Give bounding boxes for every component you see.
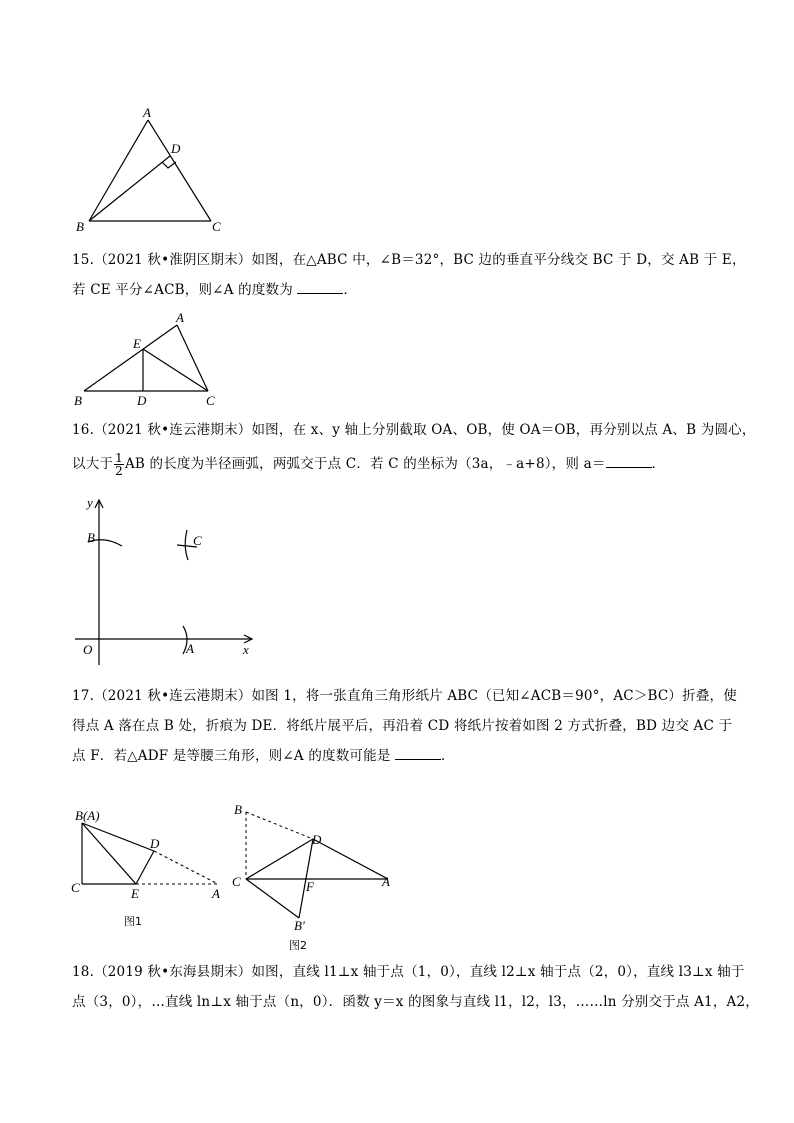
label-A: A (186, 641, 194, 656)
label-BA: B(A) (75, 808, 100, 823)
label-B: B (234, 802, 242, 817)
q18-text-line1: 18.（2019 秋•东海县期末）如图，直线 l1⊥x 轴于点（1，0），直线 l2⊥x 轴于点（2，0），直线 l3⊥x 轴于 (72, 964, 745, 980)
q16-text-line1: 16.（2021 秋•连云港期末）如图，在 x、y 轴上分别截取 OA、OB，使 OA＝OB，再分别以点 A、B 为圆心， (72, 422, 756, 438)
label-C: C (193, 533, 202, 548)
q15-line2-end: ． (343, 282, 358, 298)
q18-text-line2: 点（3，0），…直线 ln⊥x 轴于点（n，0）．函数 y＝x 的图象与直线 l1，l2，l3，……ln 分别交于点 A1，A2， (72, 994, 759, 1010)
label-B: B (76, 219, 84, 234)
figure-q16-axes (70, 490, 270, 665)
q16-text-line2 (72, 452, 665, 477)
label-A: A (212, 886, 220, 901)
label-D: D (312, 832, 322, 847)
label-O: O (83, 642, 93, 657)
q17-text-line3 (72, 746, 455, 766)
label-Bprime: B′ (294, 918, 305, 933)
fraction-half: $\frac{1}{2}$ (115, 451, 123, 478)
label-C: C (206, 393, 215, 408)
label-A: A (143, 105, 151, 120)
q15-line2-text: 若 CE 平分∠ACB，则∠A 的度数为 (72, 282, 293, 298)
label-C: C (71, 880, 80, 895)
q16-line2-end: ． (651, 456, 666, 472)
label-B: B (74, 393, 82, 408)
q16-answer-blank[interactable] (606, 455, 652, 468)
label-D: D (150, 836, 160, 851)
figure1-caption: 图1 (124, 915, 142, 928)
label-E: E (131, 886, 139, 901)
label-D: D (171, 141, 181, 156)
figure-q15-triangle (70, 310, 230, 410)
q15-answer-blank[interactable] (297, 281, 343, 294)
label-x: x (243, 642, 249, 657)
label-C: C (232, 874, 241, 889)
q17-text-line1: 17.（2021 秋•连云港期末）如图 1，将一张直角三角形纸片 ABC（已知∠ACB＝90°，AC＞BC）折叠，使 (72, 688, 737, 704)
q15-text-line1: 15.（2021 秋•淮阴区期末）如图，在△ABC 中，∠B＝32°，BC 边的垂直平分线交 BC 于 D，交 AB 于 E， (72, 252, 746, 268)
label-A: A (176, 310, 184, 325)
label-D: D (137, 393, 147, 408)
q17-text-line2: 得点 A 落在点 B 处，折痕为 DE．将纸片展平后，再沿着 CD 将纸片按着如图 2 方式折叠，BD 边交 AC 于 (72, 718, 733, 734)
label-C: C (212, 219, 221, 234)
label-A: A (382, 874, 390, 889)
label-B: B (87, 530, 95, 545)
q17-answer-blank[interactable] (395, 747, 441, 760)
q16-line2-pre: 以大于 (72, 456, 114, 472)
q17-line3-end: ． (441, 748, 455, 764)
q15-text-line2 (72, 280, 357, 300)
figure-q17-fig2 (225, 795, 405, 935)
label-F: F (306, 879, 314, 894)
q17-line3-text: 点 F．若△ADF 是等腰三角形，则∠A 的度数可能是 (72, 748, 391, 764)
figure-q17-fig1 (70, 800, 240, 930)
figure2-caption: 图2 (289, 939, 307, 952)
label-y: y (87, 495, 93, 510)
figure-q14-triangle (70, 100, 240, 235)
q16-line2-post: AB 的长度为半径画弧，两弧交于点 C．若 C 的坐标为（3a，﹣a+8），则 a＝ (124, 456, 606, 472)
label-E: E (133, 336, 141, 351)
